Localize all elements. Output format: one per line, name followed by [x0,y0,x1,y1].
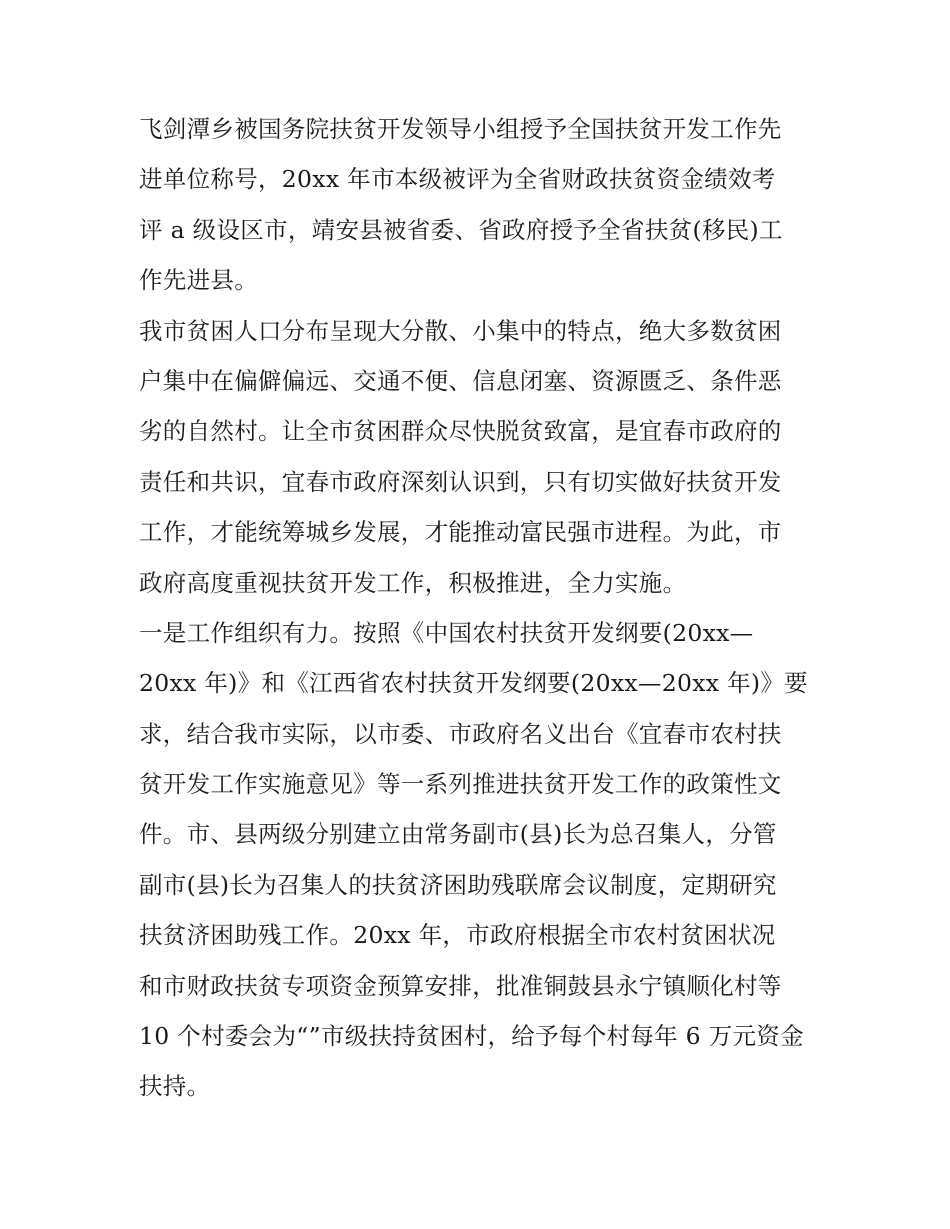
text-line: 作先进县。 [139,266,258,295]
text-line: 户集中在偏僻偏远、交通不便、信息闭塞、资源匮乏、条件恶 [139,366,782,395]
text-line: 进单位称号，20xx 年市本级被评为全省财政扶贫资金绩效考 [139,165,776,194]
text-line: 10 个村委会为“”市级扶持贫困村，给予每个村每年 6 万元资金 [139,1022,804,1051]
text-line: 工作，才能统筹城乡发展，才能推动富民强市进程。为此，市 [139,518,782,547]
text-line: 件。市、县两级分别建立由常务副市(县)长为总召集人，分管 [139,820,777,849]
text-line: 飞剑潭乡被国务院扶贫开发领导小组授予全国扶贫开发工作先 [139,115,782,143]
text-line: 一是工作组织有力。按照《中国农村扶贫开发纲要(20xx— [139,618,754,647]
document-body [139,104,815,1112]
text-line: 求，结合我市实际，以市委、市政府名义出台《宜春市农村扶 [139,719,782,748]
text-line: 责任和共识，宜春市政府深刻认识到，只有切实做好扶贫开发 [139,467,782,496]
text-line: 贫开发工作实施意见》等一系列推进扶贫开发工作的政策性文 [139,770,782,799]
text-line: 副市(县)长为召集人的扶贫济困助残联席会议制度，定期研究 [139,870,777,899]
text-line: 20xx 年)》和《江西省农村扶贫开发纲要(20xx—20xx 年)》要 [139,669,808,698]
text-line: 和市财政扶贫专项资金预算安排，批准铜鼓县永宁镇顺化村等 [139,971,782,1000]
text-line: 我市贫困人口分布呈现大分散、小集中的特点，绝大多数贫困 [139,316,782,345]
text-line: 政府高度重视扶贫开发工作，积极推进，全力实施。 [139,568,687,597]
text-line: 扶贫济困助残工作。20xx 年，市政府根据全市农村贫困状况 [139,921,776,950]
text-line: 评 a 级设区市，靖安县被省委、省政府授予全省扶贫(移民)工 [139,215,783,244]
text-line: 劣的自然村。让全市贫困群众尽快脱贫致富，是宜春市政府的 [139,417,782,446]
text-line: 扶持。 [139,1072,211,1101]
